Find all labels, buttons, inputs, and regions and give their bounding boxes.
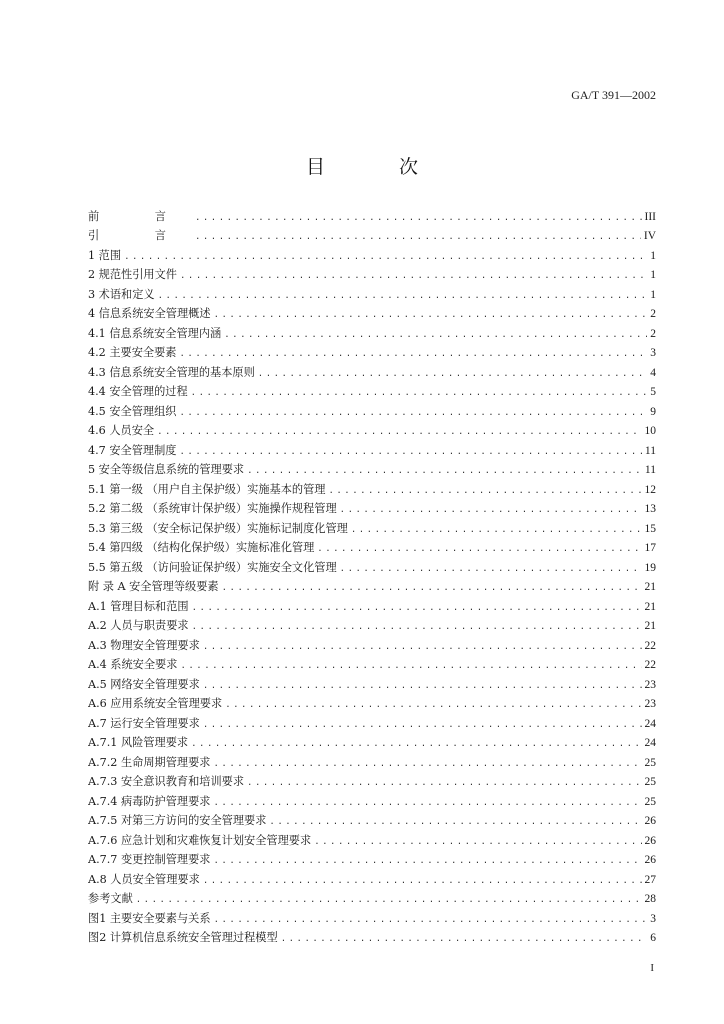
toc-entry[interactable] [88, 282, 656, 302]
toc-entry-label: A.7 运行安全管理要求 [88, 716, 200, 730]
toc-entry-page: IV [643, 230, 656, 242]
toc-entry[interactable] [88, 711, 656, 731]
toc-entry-label: A.7.2 生命周期管理要求 [88, 755, 211, 769]
leader-dots [124, 251, 647, 263]
toc-entry[interactable] [88, 321, 656, 341]
toc-entry-page: 10 [644, 425, 656, 437]
toc-entry-page: 9 [650, 405, 656, 418]
toc-entry-label: 5.1 第一级 （用户自主保护级）实施基本的管理 [88, 482, 326, 496]
toc-entry-label: 4.7 安全管理制度 [88, 443, 177, 457]
toc-entry[interactable] [88, 458, 656, 478]
page-title: 目 次 [305, 156, 453, 178]
toc-entry-page: 25 [644, 756, 656, 769]
toc-entry[interactable] [88, 633, 656, 653]
toc-entry-label: 4.6 人员安全 [88, 424, 155, 437]
leader-dots [214, 914, 648, 926]
leader-dots [213, 855, 641, 867]
leader-dots [203, 719, 642, 731]
toc-entry-label: A.7.7 变更控制管理要求 [88, 853, 211, 866]
toc-entry[interactable] [88, 380, 656, 400]
standard-code: GA/T 391—2002 [571, 88, 656, 102]
figure-entry-label: 图1 主要安全要素与关系 [88, 911, 211, 925]
figure-entry-label: 图2 计算机信息系统安全管理过程模型 [88, 931, 278, 944]
leader-dots [179, 446, 641, 458]
leader-dots [157, 426, 641, 438]
toc-entry-page: 24 [644, 737, 656, 749]
toc-entry-page: 13 [644, 503, 656, 515]
page-number: I [650, 962, 654, 974]
toc-entry-label: A.7.3 安全意识教育和培训要求 [88, 775, 245, 788]
leader-dots [213, 758, 641, 770]
toc-entry-page: 28 [644, 893, 656, 905]
toc-entry[interactable] [88, 204, 656, 224]
leader-dots [192, 602, 642, 614]
toc-entry[interactable] [88, 555, 656, 575]
toc-entry-page: 25 [644, 776, 656, 788]
toc-entry[interactable] [88, 848, 656, 868]
leader-dots [179, 407, 647, 419]
toc-entry-label: 5.2 第二级 （系统审计保护级）实施操作规程管理 [88, 502, 337, 515]
toc-entry-page: 3 [650, 347, 656, 359]
leader-dots [340, 563, 642, 575]
toc-entry-page: 11 [644, 444, 656, 457]
toc-entry-page: 15 [644, 522, 656, 535]
toc-entry-page: 25 [644, 795, 656, 808]
toc-entry-page: 11 [644, 464, 656, 476]
toc-entry-page: 21 [644, 620, 656, 632]
toc-entry-label: A.8 人员安全管理要求 [88, 872, 200, 886]
toc-entry[interactable] [88, 594, 656, 614]
toc-entry-label: A.6 应用系统安全管理要求 [88, 697, 223, 710]
toc-entry-page: 17 [644, 542, 656, 554]
toc-entry-label: 4.1 信息系统安全管理内涵 [88, 326, 222, 340]
toc-entry-page: 24 [644, 717, 656, 730]
toc-entry-label: 引 言 [88, 229, 192, 242]
toc-entry[interactable] [88, 399, 656, 419]
toc-entry[interactable] [88, 770, 656, 790]
toc-entry-page: 19 [644, 561, 656, 574]
toc-entry[interactable] [88, 653, 656, 673]
toc-entry[interactable] [88, 497, 656, 517]
toc-entry-label: A.7.4 病毒防护管理要求 [88, 794, 211, 808]
leader-dots [180, 270, 647, 282]
leader-dots [247, 777, 641, 789]
toc-entry-page: 5 [650, 386, 656, 398]
toc-entry-page: 2 [650, 308, 656, 320]
leader-dots [281, 933, 648, 945]
leader-dots [136, 894, 642, 906]
toc-entry[interactable] [88, 263, 656, 283]
toc-entry-page: 23 [644, 698, 656, 710]
toc-entry-label: A.7.5 对第三方访问的安全管理要求 [88, 814, 267, 827]
toc-entry-page: 23 [644, 678, 656, 691]
figure-entry[interactable] [88, 906, 656, 926]
toc-entry-label: 4.3 信息系统安全管理的基本原则 [88, 365, 255, 379]
toc-entry-label: 前 言 [88, 209, 192, 223]
leader-dots [224, 329, 647, 341]
toc-entry[interactable] [88, 809, 656, 829]
toc-entry[interactable] [88, 614, 656, 634]
toc-entry[interactable] [88, 516, 656, 536]
toc-entry[interactable] [88, 575, 656, 595]
figure-entry-page: 6 [650, 932, 656, 944]
toc-entry[interactable] [88, 341, 656, 361]
toc-entry[interactable] [88, 360, 656, 380]
toc-entry[interactable] [88, 867, 656, 887]
toc-entry-label: 5.5 第五级 （访问验证保护级）实施安全文化管理 [88, 560, 337, 574]
leader-dots [191, 738, 641, 750]
toc-entry-label: 2 规范性引用文件 [88, 268, 177, 281]
list-of-figures [88, 906, 656, 945]
leader-dots [269, 816, 641, 828]
toc-entry[interactable] [88, 672, 656, 692]
toc-entry-label: 附 录 A 安全管理等级要素 [88, 580, 219, 593]
toc-entry-page: 4 [650, 366, 656, 379]
toc-entry-page: 12 [644, 483, 656, 496]
toc-entry-page: 22 [644, 659, 656, 671]
toc-entry-label: A.7.6 应急计划和灾难恢复计划安全管理要求 [88, 833, 312, 847]
toc-entry-label: 4.4 安全管理的过程 [88, 385, 188, 398]
toc-entry-page: 1 [650, 288, 656, 301]
leader-dots [328, 485, 641, 497]
leader-dots [351, 524, 642, 536]
leader-dots [180, 660, 641, 672]
toc-entry[interactable] [88, 789, 656, 809]
toc-entry[interactable] [88, 419, 656, 439]
toc-entry[interactable] [88, 750, 656, 770]
leader-dots [192, 621, 642, 633]
toc-entry-label: 4.2 主要安全要素 [88, 346, 177, 359]
toc-entry-page: 26 [644, 834, 656, 847]
toc-entry-page: 1 [650, 249, 656, 262]
toc-entry[interactable] [88, 828, 656, 848]
leader-dots [191, 387, 648, 399]
leader-dots [179, 348, 647, 360]
leader-dots [214, 309, 648, 321]
toc-entry[interactable] [88, 477, 656, 497]
table-of-contents [88, 204, 656, 906]
toc-entry[interactable] [88, 302, 656, 322]
toc-entry-label: 3 术语和定义 [88, 287, 155, 301]
toc-entry-label: 参考文献 [88, 892, 133, 905]
leader-dots [203, 680, 642, 692]
leader-dots [158, 290, 648, 302]
leader-dots [314, 836, 641, 848]
toc-entry-label: A.3 物理安全管理要求 [88, 638, 200, 652]
toc-entry[interactable] [88, 243, 656, 263]
toc-entry-label: 4 信息系统安全管理概述 [88, 307, 211, 320]
toc-entry[interactable] [88, 536, 656, 556]
toc-entry[interactable] [88, 438, 656, 458]
toc-entry-label: A.4 系统安全要求 [88, 658, 178, 671]
leader-dots [247, 465, 642, 477]
toc-entry-label: 5.4 第四级 （结构化保护级）实施标准化管理 [88, 541, 315, 554]
figure-entry[interactable] [88, 926, 656, 946]
toc-entry-label: A.2 人员与职责要求 [88, 619, 189, 632]
leader-dots [203, 875, 642, 887]
leader-dots [203, 641, 642, 653]
toc-entry-page: 26 [644, 815, 656, 827]
toc-entry[interactable] [88, 692, 656, 712]
toc-entry-page: 26 [644, 854, 656, 866]
leader-dots [225, 699, 641, 711]
toc-entry[interactable] [88, 731, 656, 751]
toc-entry[interactable] [88, 224, 656, 244]
toc-entry-label: 5.3 第三级 （安全标记保护级）实施标记制度化管理 [88, 521, 348, 535]
toc-entry[interactable] [88, 887, 656, 907]
toc-entry-page: 21 [644, 581, 656, 593]
leader-dots [222, 582, 642, 594]
leader-dots [258, 368, 647, 380]
toc-entry-page: 1 [650, 269, 656, 281]
toc-entry-page: 27 [644, 873, 656, 886]
toc-entry-label: A.7.1 风险管理要求 [88, 736, 189, 749]
leader-dots [195, 231, 641, 243]
leader-dots [340, 504, 642, 516]
leader-dots [317, 543, 641, 555]
leader-dots [195, 212, 642, 224]
toc-entry-page: 2 [650, 327, 656, 340]
toc-entry-label: 1 范围 [88, 248, 122, 262]
toc-entry-page: 22 [644, 639, 656, 652]
toc-entry-label: A.1 管理目标和范围 [88, 599, 189, 613]
leader-dots [213, 797, 641, 809]
toc-entry-page: 21 [644, 600, 656, 613]
toc-entry-label: 5 安全等级信息系统的管理要求 [88, 463, 245, 476]
toc-entry-label: A.5 网络安全管理要求 [88, 677, 200, 691]
toc-entry-page: III [644, 210, 656, 223]
figure-entry-page: 3 [650, 912, 656, 925]
toc-entry-label: 4.5 安全管理组织 [88, 404, 177, 418]
